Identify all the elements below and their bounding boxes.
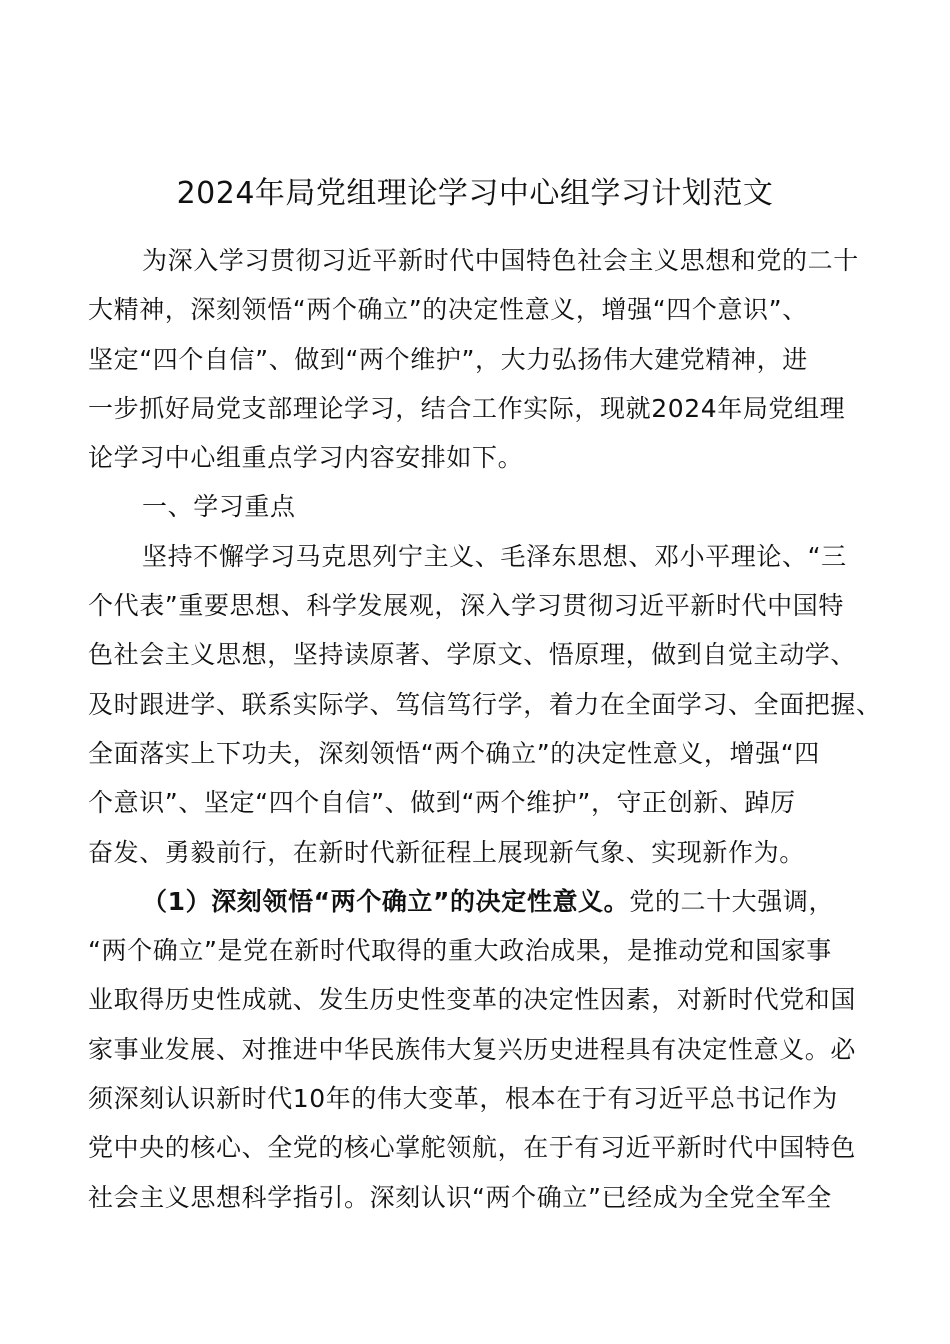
paragraph-line: 大精神，深刻领悟“两个确立”的决定性意义，增强“四个意识”、: [88, 295, 808, 325]
paragraph-line: 论学习中心组重点学习内容安排如下。: [88, 443, 524, 473]
paragraph-line: 坚持不懈学习马克思列宁主义、毛泽东思想、邓小平理论、“三: [142, 541, 847, 571]
paragraph-line: 及时跟进学、联系实际学、笃信笃行学，着力在全面学习、全面把握、: [88, 689, 882, 719]
paragraph-line: 社会主义思想科学指引。深刻认识“两个确立”已经成为全党全军全: [88, 1182, 832, 1212]
subsection-text: 党的二十大强调，: [629, 886, 835, 916]
subsection-heading: （1）深刻领悟“两个确立”的决定性意义。: [142, 886, 630, 916]
paragraph-line: 一步抓好局党支部理论学习，结合工作实际，现就2024年局党组理: [88, 393, 846, 423]
document-body: [88, 236, 882, 1222]
paragraph-line: 业取得历史性成就、发生历史性变革的决定性因素，对新时代党和国: [88, 985, 857, 1015]
paragraph-line: 坚定“四个自信”、做到“两个维护”，大力弘扬伟大建党精神，进: [88, 344, 808, 374]
paragraph-line: 色社会主义思想，坚持读原著、学原文、悟原理，做到自觉主动学、: [88, 640, 857, 670]
paragraph-line: 个代表”重要思想、科学发展观，深入学习贯彻习近平新时代中国特: [88, 591, 844, 621]
paragraph-line: 党中央的核心、全党的核心掌舵领航，在于有习近平新时代中国特色: [88, 1133, 857, 1163]
paragraph-line: 个意识”、坚定“四个自信”、做到“两个维护”，守正创新、踔厉: [88, 788, 796, 818]
subsection-line: [88, 877, 866, 926]
paragraph-line: 为深入学习贯彻习近平新时代中国特色社会主义思想和党的二十: [142, 246, 859, 275]
paragraph-line: “两个确立”是党在新时代取得的重大政治成果，是推动党和国家事: [88, 936, 832, 966]
document-title: 2024年局党组理论学习中心组学习计划范文: [176, 176, 774, 211]
paragraph-line: 全面落实上下功夫，深刻领悟“两个确立”的决定性意义，增强“四: [88, 738, 820, 768]
paragraph-line: 奋发、勇毅前行，在新时代新征程上展现新气象、实现新作为。: [88, 837, 805, 867]
paragraph-line: 须深刻认识新时代10年的伟大变革，根本在于有习近平总书记作为: [88, 1084, 838, 1114]
section-heading: 一、学习重点: [142, 492, 296, 522]
paragraph-line: 家事业发展、对推进中华民族伟大复兴历史进程具有决定性意义。必: [88, 1034, 857, 1064]
